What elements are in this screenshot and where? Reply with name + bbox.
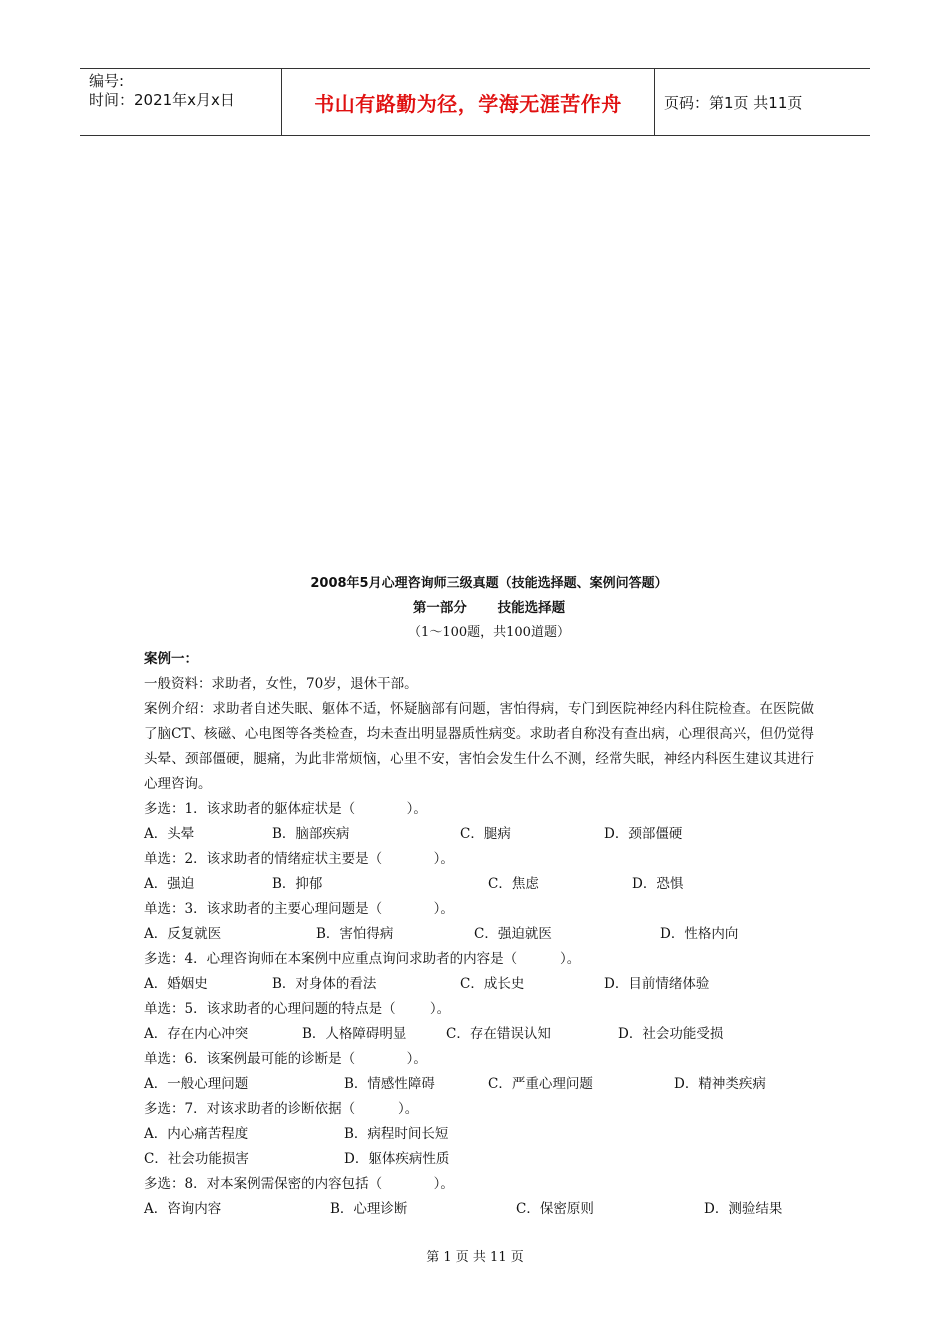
- option-c: C．腿病: [460, 826, 511, 842]
- option-c: C．严重心理问题: [488, 1076, 593, 1092]
- option-a: A．存在内心冲突: [144, 1026, 249, 1042]
- option-a: A．反复就医: [144, 926, 222, 942]
- option-d: D．测验结果: [704, 1201, 783, 1217]
- header-motto-cell: [282, 69, 655, 135]
- page-header: [80, 68, 870, 136]
- option-a: A．头晕: [144, 826, 195, 842]
- option-c: C．焦虑: [488, 876, 539, 892]
- option-a: A．咨询内容: [144, 1201, 222, 1217]
- question-options: [144, 872, 814, 897]
- option-c: C．成长史: [460, 976, 525, 992]
- question-options: [144, 1022, 814, 1047]
- option-b: B．抑郁: [272, 876, 323, 892]
- question-options: [144, 1072, 814, 1097]
- option-b: B．人格障碍明显: [302, 1026, 407, 1042]
- time-label: 时间：2021年x月x日: [89, 91, 235, 109]
- document-title: 2008年5月心理咨询师三级真题（技能选择题、案例问答题）: [310, 576, 668, 591]
- general-info: 一般资料：求助者，女性，70岁，退休干部。: [144, 676, 418, 692]
- option-c: C．保密原则: [516, 1201, 594, 1217]
- option-a: A．一般心理问题: [144, 1076, 249, 1092]
- question-stem: 单选：5．该求助者的心理问题的特点是（ ）。: [144, 1001, 451, 1017]
- option-d: D．精神类疾病: [674, 1076, 766, 1092]
- page-footer: 第 1 页 共 11 页: [426, 1250, 524, 1265]
- question-stem: 单选：3．该求助者的主要心理问题是（ ）。: [144, 901, 454, 917]
- serial-label: 编号:: [89, 72, 125, 90]
- option-d: D．性格内向: [660, 926, 739, 942]
- option-b: B．脑部疾病: [272, 826, 350, 842]
- motto-text: 书山有路勤为径，学海无涯苦作舟: [314, 91, 622, 116]
- question-options: [144, 1122, 814, 1147]
- section-title: 第一部分 技能选择题: [412, 600, 566, 616]
- option-d: D．颈部僵硬: [604, 826, 683, 842]
- option-a: A．强迫: [144, 876, 195, 892]
- option-b: B．情感性障碍: [344, 1076, 435, 1092]
- option-b: B．心理诊断: [330, 1201, 408, 1217]
- header-page-cell: [655, 69, 870, 135]
- question-range: （1～100题，共100道题）: [408, 625, 570, 640]
- question-stem: 单选：6．该案例最可能的诊断是（ ）。: [144, 1051, 427, 1067]
- question-stem: 多选：1．该求助者的躯体症状是（ ）。: [144, 801, 427, 817]
- question-options: [144, 1147, 814, 1172]
- option-c: C．存在错误认知: [446, 1026, 551, 1042]
- option-b: B．害怕得病: [316, 926, 394, 942]
- question-options: [144, 972, 814, 997]
- question-stem: 多选：8．对本案例需保密的内容包括（ ）。: [144, 1176, 454, 1192]
- option-d: D．社会功能受损: [618, 1026, 724, 1042]
- option-b: B．对身体的看法: [272, 976, 377, 992]
- question-options: [144, 1197, 814, 1222]
- option-d: D．躯体疾病性质: [344, 1151, 450, 1167]
- option-d: D．目前情绪体验: [604, 976, 710, 992]
- option-d: D．恐惧: [632, 876, 684, 892]
- option-a: A．婚姻史: [144, 976, 208, 992]
- question-stem: 单选：2．该求助者的情绪症状主要是（ ）。: [144, 851, 454, 867]
- page-info: 页码：第1页 共11页: [664, 93, 803, 112]
- question-stem: 多选：7．对该求助者的诊断依据（ ）。: [144, 1101, 419, 1117]
- question-stem: 多选：4．心理咨询师在本案例中应重点询问求助者的内容是（ ）。: [144, 951, 581, 967]
- question-options: [144, 822, 814, 847]
- header-meta-cell: [80, 69, 282, 135]
- option-c: C．社会功能损害: [144, 1151, 249, 1167]
- document-body: [144, 572, 814, 1222]
- question-options: [144, 922, 814, 947]
- case-intro: 案例介绍：求助者自述失眠、躯体不适，怀疑脑部有问题，害怕得病，专门到医院神经内科住院检查。在医院做了脑CT、核磁、心电图等各类检查，均未查出明显器质性病变。求助者自称没有查出病，心理很高兴，但仍觉得头晕、颈部僵硬，腿痛，为此非常烦恼，心里不安，害怕会发生什么不测，经常失眠，神经内科医生建议其进行心理咨询。: [144, 701, 814, 792]
- option-c: C．强迫就医: [474, 926, 552, 942]
- case-title: 案例一：: [144, 651, 198, 667]
- option-b: B．病程时间长短: [344, 1126, 449, 1142]
- option-a: A．内心痛苦程度: [144, 1126, 249, 1142]
